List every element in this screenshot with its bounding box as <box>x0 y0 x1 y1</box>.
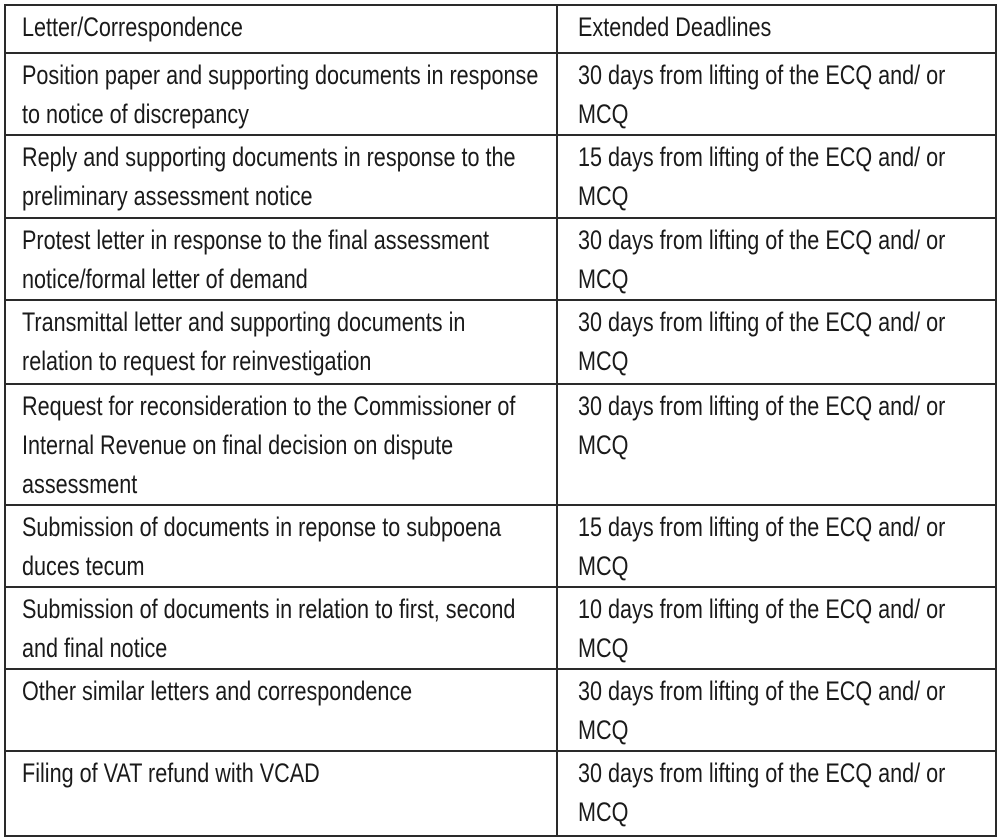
deadline-text: 10 days from lifting of the ECQ and/ or MCQ <box>578 594 946 663</box>
header-deadline <box>557 5 996 53</box>
letter-cell <box>5 135 557 218</box>
deadline-text: 30 days from lifting of the ECQ and/ or MCQ <box>578 307 946 376</box>
letter-cell <box>5 751 557 836</box>
deadline-text: 15 days from lifting of the ECQ and/ or MCQ <box>578 512 946 581</box>
letter-text: Filing of VAT refund with VCAD <box>22 758 320 788</box>
deadline-cell <box>557 669 996 751</box>
letter-text: Transmittal letter and supporting documents in relation to request for reinvestigation <box>22 307 466 376</box>
deadline-cell <box>557 300 996 384</box>
table-row <box>5 300 996 384</box>
deadline-cell <box>557 384 996 505</box>
letter-text: Protest letter in response to the final assessment notice/formal letter of demand <box>22 225 490 294</box>
table-row <box>5 505 996 587</box>
letter-text: Submission of documents in relation to first, second and final notice <box>22 594 516 663</box>
table-row <box>5 587 996 669</box>
header-letter-text: Letter/Correspondence <box>22 12 243 42</box>
letter-cell <box>5 587 557 669</box>
deadline-cell <box>557 505 996 587</box>
table-row <box>5 135 996 218</box>
header-row <box>5 5 996 53</box>
deadline-cell <box>557 53 996 135</box>
letter-text: Position paper and supporting documents in response to notice of discrepancy <box>22 60 539 129</box>
letter-text: Other similar letters and correspondence <box>22 676 413 706</box>
letter-cell <box>5 505 557 587</box>
table-row <box>5 751 996 836</box>
letter-cell <box>5 218 557 300</box>
letter-cell <box>5 669 557 751</box>
header-letter <box>5 5 557 53</box>
letter-text: Submission of documents in reponse to subpoena duces tecum <box>22 512 502 581</box>
letter-text: Request for reconsideration to the Commissioner of Internal Revenue on final decision on dispute assessment <box>22 391 516 499</box>
deadline-cell <box>557 218 996 300</box>
table-row <box>5 218 996 300</box>
letter-cell <box>5 300 557 384</box>
deadline-text: 30 days from lifting of the ECQ and/ or MCQ <box>578 225 946 294</box>
header-deadline-text: Extended Deadlines <box>578 12 772 42</box>
deadlines-table <box>4 4 997 837</box>
letter-text: Reply and supporting documents in response to the preliminary assessment notice <box>22 142 516 211</box>
deadline-text: 30 days from lifting of the ECQ and/ or MCQ <box>578 758 946 827</box>
letter-cell <box>5 384 557 505</box>
deadline-text: 30 days from lifting of the ECQ and/ or MCQ <box>578 60 946 129</box>
deadline-cell <box>557 135 996 218</box>
deadline-cell <box>557 587 996 669</box>
letter-cell <box>5 53 557 135</box>
table-row <box>5 384 996 505</box>
deadline-cell <box>557 751 996 836</box>
table-row <box>5 669 996 751</box>
deadline-text: 30 days from lifting of the ECQ and/ or MCQ <box>578 676 946 745</box>
deadline-text: 15 days from lifting of the ECQ and/ or MCQ <box>578 142 946 211</box>
deadline-text: 30 days from lifting of the ECQ and/ or MCQ <box>578 391 946 460</box>
table-row <box>5 53 996 135</box>
